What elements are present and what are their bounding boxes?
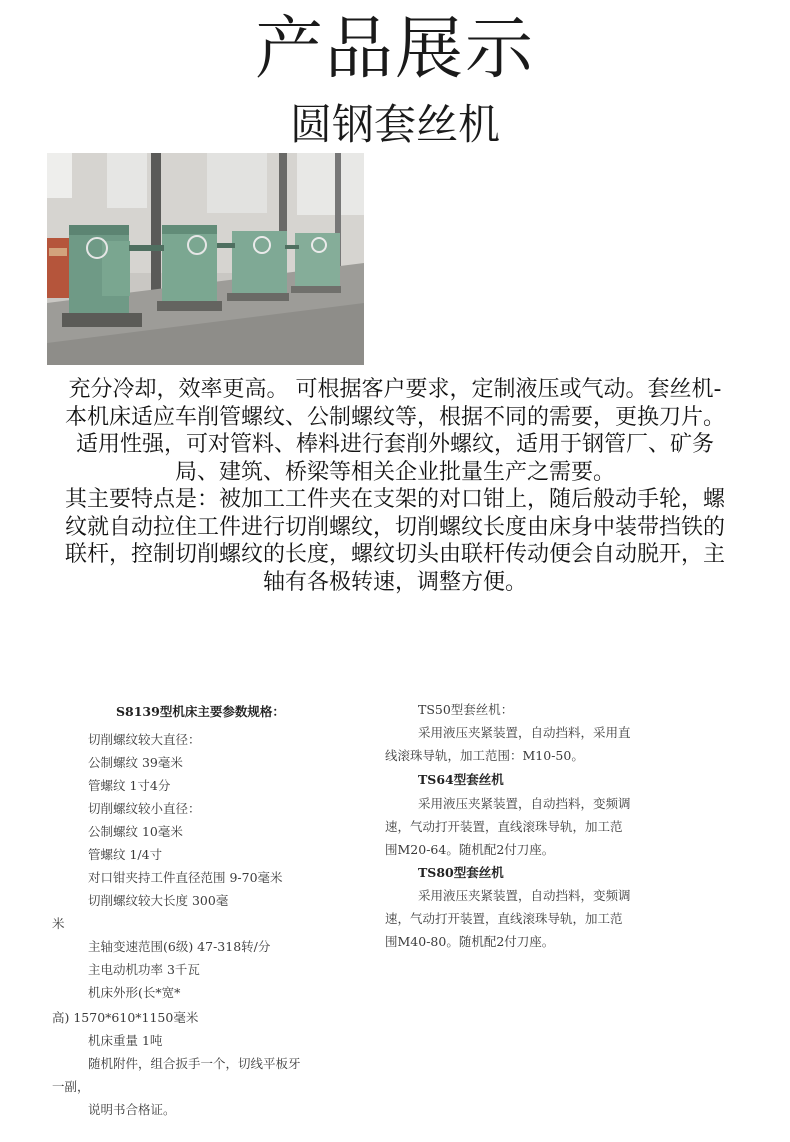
spec-line: 对口钳夹持工件直径范围 9-70毫米 <box>88 870 283 885</box>
product-subtitle: 圆钢套丝机 <box>289 100 500 149</box>
spec-line: 管螺纹 1寸4分 <box>88 778 171 793</box>
spec-line: 切削螺纹较大直径： <box>88 732 201 747</box>
product-description <box>60 376 730 596</box>
spec-line: 说明书合格证。 <box>88 1102 176 1117</box>
spec-line: 管螺纹 1/4寸 <box>88 847 163 862</box>
spec-left-heading: S8139型机床主要参数规格： <box>116 704 285 719</box>
spec-line: 采用液压夹紧装置，自动挡料，变频调 <box>418 796 631 811</box>
factory-machines-photo <box>47 153 364 365</box>
page-title: 产品展示 <box>254 10 535 89</box>
spec-line: 围M40-80。随机配2付刀座。 <box>385 934 555 949</box>
spec-line: 切削螺纹较大长度 300毫 <box>88 893 229 908</box>
spec-line: 速，气动打开装置，直线滚珠导轨，加工范 <box>385 819 623 834</box>
spec-line: 采用液压夹紧装置，自动挡料，变频调 <box>418 888 631 903</box>
ts80-title: TS80型套丝机 <box>418 865 504 880</box>
ts50-title: TS50型套丝机： <box>418 702 514 717</box>
description-paragraph-2: 其主要特点是：被加工工件夹在支架的对口钳上，随后般动手轮，螺纹就自动拉住工件进行切削螺纹，切削螺纹长度由床身中装带挡铁的联杆，控制切削螺纹的长度，螺纹切头由联杆传动便会自动脱开，主轴有各极转速，调整方便。 <box>64 487 725 595</box>
spec-line: 线滚珠导轨，加工范围：M10-50。 <box>385 748 584 763</box>
spec-line: 主电动机功率 3千瓦 <box>88 962 200 977</box>
ts64-title: TS64型套丝机 <box>418 772 504 787</box>
spec-line: 公制螺纹 39毫米 <box>88 755 183 770</box>
spec-line: 机床重量 1吨 <box>88 1033 163 1048</box>
spec-line: 一副， <box>52 1079 90 1094</box>
spec-line: 随机附件，组合扳手一个，切线平板牙 <box>88 1056 301 1071</box>
description-paragraph-1: 充分冷却，效率更高。 可根据客户要求，定制液压或气动。套丝机-本机床适应车削管螺纹、公制螺纹等，根据不同的需要，更换刀片。适用性强，可对管料、棒料进行套削外螺纹，适用于钢管厂、矿务局、建筑、桥梁等相关企业批量生产之需要。 <box>64 377 725 485</box>
spec-line: 米 <box>52 916 65 931</box>
spec-line: 机床外形(长*宽* <box>88 985 181 1000</box>
spec-line: 主轴变速范围(6级) 47-318转/分 <box>88 939 271 954</box>
spec-line: 围M20-64。随机配2付刀座。 <box>385 842 555 857</box>
spec-line: 速，气动打开装置，直线滚珠导轨，加工范 <box>385 911 623 926</box>
spec-line: 采用液压夹紧装置，自动挡料，采用直 <box>418 725 631 740</box>
spec-line: 高) 1570*610*1150毫米 <box>52 1010 199 1025</box>
spec-line: 公制螺纹 10毫米 <box>88 824 183 839</box>
spec-line: 切削螺纹较小直径： <box>88 801 201 816</box>
